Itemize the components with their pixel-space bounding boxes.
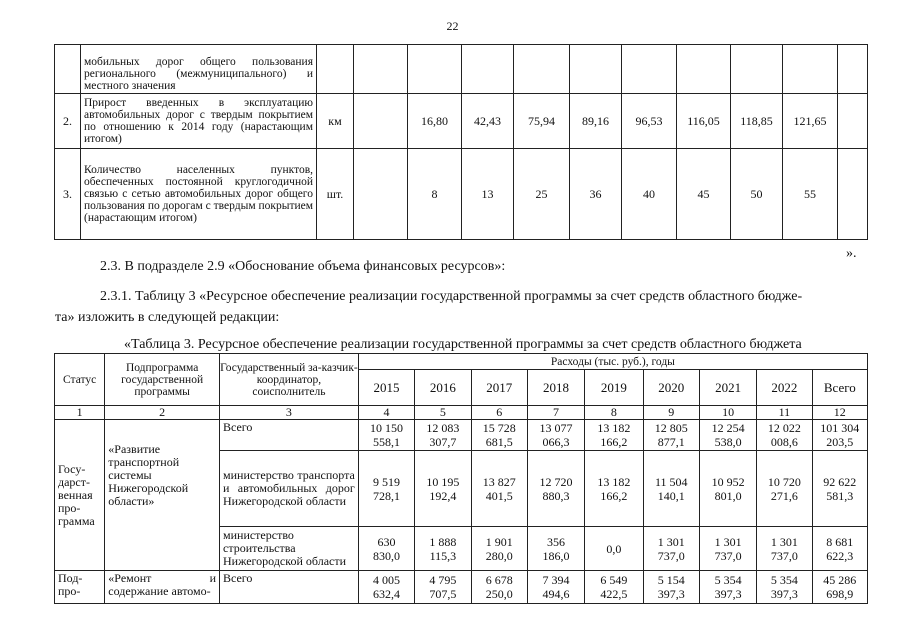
amount-line2: 066,3: [542, 435, 570, 449]
table-row: [55, 571, 868, 604]
amount-cell: [585, 571, 643, 604]
amount-line2: 203,5: [826, 435, 854, 449]
amount-line1: 15 728: [482, 421, 516, 435]
amount-line1: 12 805: [654, 421, 688, 435]
header-customer: Государственный за-казчик- координатор, соисполнитель: [220, 354, 359, 406]
page-number: 22: [446, 19, 459, 33]
empty-cell: [838, 45, 868, 94]
amount-line2: 622,3: [826, 548, 854, 563]
value-cell: 55: [783, 149, 838, 240]
amount-line2: 397,3: [714, 587, 742, 601]
amount-line1: 6 549: [600, 573, 628, 587]
amount-line2: 728,1: [373, 488, 401, 503]
amount-line1: 1 301: [770, 534, 798, 549]
amount-line1: 11 504: [654, 474, 688, 489]
value-cell: 42,43: [462, 94, 514, 149]
header-subprogram: Подпрограмма государственной программы: [105, 354, 220, 406]
amount-line2: 681,5: [485, 435, 513, 449]
amount-line1: 13 182: [597, 421, 631, 435]
amount-line1: 45 286: [823, 573, 857, 587]
amount-line2: 397,3: [657, 587, 685, 601]
value-cell: [354, 45, 408, 94]
amount-cell: [585, 527, 643, 571]
amount-cell: [643, 451, 699, 527]
column-number: 4: [358, 406, 414, 420]
table-row: [55, 45, 868, 94]
table-row: [55, 420, 868, 451]
amount-line2: 538,0: [714, 435, 742, 449]
table-row: [55, 149, 868, 240]
amount-cell: [699, 451, 756, 527]
amount-line2: 581,3: [826, 488, 854, 503]
amount-line1: 5 354: [770, 573, 798, 587]
amount-line2: 830,0: [373, 548, 401, 563]
amount-cell: [757, 527, 812, 571]
value-cell: 118,85: [731, 94, 783, 149]
amount-line2: 397,3: [770, 587, 798, 601]
amount-line2: 707,5: [429, 587, 457, 601]
subprogram-cell: «Развитие транспортной системы Нижегородской области»: [105, 420, 220, 571]
year-header: 2017: [471, 370, 527, 406]
indicator-name: Прирост введенных в эксплуатацию автомобильных дорог с твердым покрытием по отношению к 2014 году (нарастающим итогом): [81, 94, 317, 149]
amount-line1: 8 681: [826, 534, 854, 549]
value-cell: [354, 94, 408, 149]
amount-line2: 737,0: [714, 548, 742, 563]
value-cell: 16,80: [408, 94, 462, 149]
amount-cell: [358, 571, 414, 604]
table-row: [55, 94, 868, 149]
amount-line1: 6 678: [485, 573, 513, 587]
amount-line2: 632,4: [373, 587, 401, 601]
paragraph-2-3-1-line1: 2.3.1. Таблицу 3 «Ресурсное обеспечение реализации государственной программы за счет средств областного бюдже-: [100, 289, 803, 304]
amount-cell: [812, 420, 867, 451]
amount-line1: 10 952: [711, 474, 745, 489]
column-number: 6: [471, 406, 527, 420]
column-number: 10: [699, 406, 756, 420]
amount-line2: 422,5: [600, 587, 628, 601]
value-cell: [677, 45, 731, 94]
row-index: [55, 45, 81, 94]
year-header: 2016: [415, 370, 471, 406]
amount-line2: 140,1: [657, 488, 685, 503]
amount-line2: 880,3: [542, 488, 570, 503]
amount-cell: [415, 420, 471, 451]
row-index: 3.: [55, 149, 81, 240]
column-number: 9: [643, 406, 699, 420]
header-status: Статус: [55, 354, 105, 406]
amount-line2: 401,5: [485, 488, 513, 503]
empty-cell: [838, 149, 868, 240]
amount-cell: [699, 420, 756, 451]
year-header: Всего: [812, 370, 867, 406]
amount-cell: [471, 451, 527, 527]
customer-cell: Всего: [220, 571, 359, 604]
amount-cell: [699, 527, 756, 571]
amount-cell: [471, 420, 527, 451]
value-cell: [622, 45, 677, 94]
table-caption: «Таблица 3. Ресурсное обеспечение реализации государственной программы за счет средств областного бюджета: [124, 337, 802, 352]
amount-line1: 1 901: [485, 534, 513, 549]
amount-line2: 250,0: [485, 587, 513, 601]
value-cell: 36: [570, 149, 622, 240]
amount-line1: 101 304: [820, 421, 860, 435]
value-cell: 116,05: [677, 94, 731, 149]
amount-line2: 166,2: [600, 488, 628, 503]
amount-line1: 9 519: [373, 474, 401, 489]
customer-cell: министерство транспорта и автомобильных дорог Нижегородской области: [220, 451, 359, 527]
value-cell: 96,53: [622, 94, 677, 149]
amount-line2: 698,9: [826, 587, 854, 601]
value-cell: 8: [408, 149, 462, 240]
amount-cell: [527, 451, 584, 527]
value-cell: 25: [514, 149, 570, 240]
unit-cell: шт.: [317, 149, 354, 240]
amount-line1: 1 888: [429, 534, 457, 549]
amount-cell: [527, 527, 584, 571]
amount-cell: [643, 571, 699, 604]
status-cell: Госу-дарст-венная про-грамма: [55, 420, 105, 571]
amount-line1: 12 083: [426, 421, 460, 435]
amount-line2: 271,6: [770, 488, 798, 503]
year-header: 2015: [358, 370, 414, 406]
year-header: 2018: [527, 370, 584, 406]
resource-table: [54, 353, 868, 604]
amount-line2: 494,6: [542, 587, 570, 601]
amount-line1: 4 795: [429, 573, 457, 587]
amount-line1: 13 182: [597, 474, 631, 489]
unit-cell: км: [317, 94, 354, 149]
amount-line1: 12 254: [711, 421, 745, 435]
amount-line2: 008,6: [770, 435, 798, 449]
amount-cell: [471, 527, 527, 571]
amount-line2: 186,0: [542, 548, 570, 563]
amount-line1: 5 154: [657, 573, 685, 587]
column-number: 11: [757, 406, 812, 420]
amount-line1: 1 301: [657, 534, 685, 549]
empty-cell: [838, 94, 868, 149]
amount-line1: 92 622: [823, 474, 857, 489]
value-cell: [514, 45, 570, 94]
amount-cell: [585, 420, 643, 451]
indicator-name: Количество населенных пунктов, обеспеченных постоянной круглогодичной связью с сетью автомобильных дорог общего пользования по дорогам с твердым покрытием (нарастающим итогом): [81, 149, 317, 240]
amount-line2: 192,4: [429, 488, 457, 503]
amount-cell: [471, 571, 527, 604]
amount-line1: 7 394: [542, 573, 570, 587]
year-header: 2022: [757, 370, 812, 406]
amount-line1: 12 720: [539, 474, 573, 489]
value-cell: 40: [622, 149, 677, 240]
amount-line2: 558,1: [373, 435, 401, 449]
paragraph-2-3: 2.3. В подразделе 2.9 «Обоснование объема финансовых ресурсов»:: [100, 259, 506, 274]
amount-cell: [757, 571, 812, 604]
year-header: 2021: [699, 370, 756, 406]
amount-line2: 877,1: [657, 435, 685, 449]
paragraph-2-3-1-line2: та» изложить в следующей редакции:: [55, 310, 280, 325]
amount-cell: [757, 420, 812, 451]
value-cell: [408, 45, 462, 94]
amount-line1: 5 354: [714, 573, 742, 587]
year-header: 2020: [643, 370, 699, 406]
amount-cell: [527, 571, 584, 604]
amount-line1: 0,0: [606, 541, 622, 556]
amount-cell: [358, 451, 414, 527]
amount-line2: 737,0: [770, 548, 798, 563]
amount-line2: 115,3: [429, 548, 457, 563]
amount-line1: 10 720: [767, 474, 801, 489]
value-cell: 45: [677, 149, 731, 240]
amount-cell: [812, 451, 867, 527]
amount-line1: 4 005: [373, 573, 401, 587]
quote-end: ».: [846, 246, 857, 261]
amount-cell: [415, 527, 471, 571]
unit-cell: [317, 45, 354, 94]
amount-cell: [527, 420, 584, 451]
amount-line2: 737,0: [657, 548, 685, 563]
amount-cell: [699, 571, 756, 604]
customer-cell: Всего: [220, 420, 359, 451]
amount-line1: 13 827: [482, 474, 516, 489]
subprogram-cell: «Ремонт и содержание автомо-: [105, 571, 220, 604]
amount-cell: [757, 451, 812, 527]
amount-line1: 12 022: [767, 421, 801, 435]
column-number: 3: [220, 406, 359, 420]
amount-cell: [415, 571, 471, 604]
amount-line2: 280,0: [485, 548, 513, 563]
amount-line2: 801,0: [714, 488, 742, 503]
value-cell: 75,94: [514, 94, 570, 149]
amount-line1: 630: [377, 534, 396, 549]
year-header: 2019: [585, 370, 643, 406]
column-number: 1: [55, 406, 105, 420]
amount-line2: 166,2: [600, 435, 628, 449]
column-number: 2: [105, 406, 220, 420]
amount-cell: [812, 527, 867, 571]
column-number: 7: [527, 406, 584, 420]
amount-cell: [358, 420, 414, 451]
value-cell: [570, 45, 622, 94]
column-number: 8: [585, 406, 643, 420]
value-cell: 13: [462, 149, 514, 240]
customer-cell: министерство строительства Нижегородской области: [220, 527, 359, 571]
amount-cell: [358, 527, 414, 571]
indicator-name: мобильных дорог общего пользования регионального (межмуниципального) и местного значения: [81, 45, 317, 94]
indicators-table: [54, 44, 868, 240]
row-index: 2.: [55, 94, 81, 149]
amount-cell: [643, 420, 699, 451]
amount-cell: [585, 451, 643, 527]
value-cell: [354, 149, 408, 240]
amount-line2: 307,7: [429, 435, 457, 449]
column-number: 12: [812, 406, 867, 420]
column-number: 5: [415, 406, 471, 420]
amount-line1: 10 195: [426, 474, 460, 489]
value-cell: [731, 45, 783, 94]
amount-line1: 356: [547, 534, 566, 549]
value-cell: 121,65: [783, 94, 838, 149]
status-cell: Под-про-: [55, 571, 105, 604]
value-cell: 89,16: [570, 94, 622, 149]
amount-cell: [415, 451, 471, 527]
value-cell: [462, 45, 514, 94]
value-cell: [783, 45, 838, 94]
amount-cell: [643, 527, 699, 571]
amount-line1: 1 301: [714, 534, 742, 549]
amount-cell: [812, 571, 867, 604]
amount-line1: 10 150: [370, 421, 404, 435]
value-cell: 50: [731, 149, 783, 240]
header-expenses: Расходы (тыс. руб.), годы: [358, 354, 867, 370]
amount-line1: 13 077: [539, 421, 573, 435]
